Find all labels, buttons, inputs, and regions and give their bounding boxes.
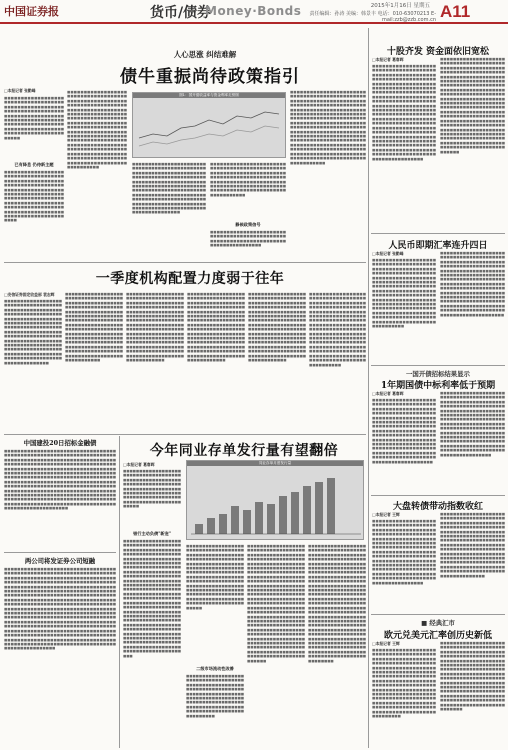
third-subhead-1: 银行主动负债"新宠" (133, 531, 171, 536)
main-chart-title: 图1：国开债收益率与资金利率走势图 (133, 93, 285, 98)
issue-date: 2015年1月16日 星期五 (370, 3, 430, 9)
ticker-text-col2: ■■■■■■■■■■■■■■■■■■■■■■■■■■■■■■■■■■■■■■■■■■■■■■■■■■■■■■■■■■■■■■■■■■■■■■■■■■■■■■■■■■■■■■■■■■■■■■■■■■■■■■■■■■■■■■■■■■■■■■■■■■■■■■■■■■■■■■■■■■■■■■■■■■■■■■■■■■■■■■■■■■■■■■■■■■■■■■■■■■■■■■■■■■■■■■■■■■■■■■■■■■■■■■■■■■■■■■■■■■■■■■■■■■■■■■■■■■■■■■■■■■■■■■■■■■■■■■■■■■■■■■■■■■■■■■■■■■■■■■■■■■■■■■■■■■■■■■■■■■■■■■■■■■■■■■■■■■■■■■■■■■■■■■■■■■■■■■■■■■■■■■■■■■■■■■■■■■■■■■■■■■■■■■■■■■■■■■■■■■■■■■■■■■■■■■■■■■■■■■■■■■■■■■■■■■■■■■■■■■■■■■■■■■ (440, 57, 505, 154)
second-text-col2: ■■■■■■■■■■■■■■■■■■■■■■■■■■■■■■■■■■■■■■■■■■■■■■■■■■■■■■■■■■■■■■■■■■■■■■■■■■■■■■■■■■■■■■■■■■■■■■■■■■■■■■■■■■■■■■■■■■■■■■■■■■■■■■■■■■■■■■■■■■■■■■■■■■■■■■■■■■■■■■■■■■■■■■■■■■■■■■■■■■■■■■■■■■■■■■■■■■■■■■■■■■■■■■■■■■■■■■■■■■■■■■■■■■■■■■■■■■■■■■■■■■■■■■■■■■■■■■■■■■■■■■■■■■■■■■■■■■■■■■■■■ (65, 292, 123, 363)
second-text-col6: ■■■■■■■■■■■■■■■■■■■■■■■■■■■■■■■■■■■■■■■■■■■■■■■■■■■■■■■■■■■■■■■■■■■■■■■■■■■■■■■■■■■■■■■■■■■■■■■■■■■■■■■■■■■■■■■■■■■■■■■■■■■■■■■■■■■■■■■■■■■■■■■■■■■■■■■■■■■■■■■■■■■■■■■■■■■■■■■■■■■■■■■■■■■■■■■■■■■■■■■■■■■■■■■■■■■■■■■■■■■■■■■■■■■■■■■■■■■■■■■■■■■■■■■■■■■■■■■■■■■■■■■■■■■■■■■■■■■■■■■■■■ (309, 292, 366, 367)
third-text-col4: ■■■■■■■■■■■■■■■■■■■■■■■■■■■■■■■■■■■■■■■■■■■■■■■■■■■■■■■■■■■■■■■■■■■■■■■■■■■■■■■■■■■■■■■■■■■■■■■■■■■■■■■■■■■■■■■■■■■■■■■■■■■■■■■■■■■■■■■■■■■■■■■■■■■■■■■■■■■■■■■■■■■■■■■■■■■■■■■■■■■■■■■■■■■■■■■■■■■■■■■■■■■■■■■■■■■■■■■■■■■■■■■■■■■■■■■■■■■■■■■■■■■■■■■■■■■■■■■■■■■■■■■■■■■■■■■■■■■■■■■■■■■■■■■■■■■■■■■■■■■■■■■■■■■■■■■■■■■■■■■■■■■■■■■■■■■■■■■■■■■■■■■■■■■■■■■■■■■■■■■■■■■■■■■■■■■■■■■■■■■■■■■■■■■■■■■■■■■■■■■■■■■■■■■■■■■■■■■■■■■■■■■■■■■■■■■■■■■■■■■■■■■■■■■■■■■■■■■■■■■■■■■■■■■■■■■■■■■■ (308, 544, 366, 663)
third-text-col3: ■■■■■■■■■■■■■■■■■■■■■■■■■■■■■■■■■■■■■■■■■■■■■■■■■■■■■■■■■■■■■■■■■■■■■■■■■■■■■■■■■■■■■■■■■■■■■■■■■■■■■■■■■■■■■■■■■■■■■■■■■■■■■■■■■■■■■■■■■■■■■■■■■■■■■■■■■■■■■■■■■■■■■■■■■■■■■■■■■■■■■■■■■■■■■■■■■■■■■■■■■■■■■■■■■■■■■■■■■■■■■■■■■■■■■■■■■■■■■■■■■■■■■■■■■■■■■■■■■■■■■■■■■■■■■■■■■■■■■■■■■■■■■■■■■■■■■■■■■■■■■■■■■■■■■■■■■■■■■■■■■■■■■■■■■■■■■■■■■■■■■■■■■■■■■■■■■■■■■■■■■■■■■■■■■■■■■■■■■■■■■■■■■■■■■■■■■■■■■■■■■■■■■■■■■■■■■■■■■■■■■■■■■■■■■■■■■■■■■■■■■■■■■■■■■■■■■■■■■■■■■■■■■■■■■■■■■■ (247, 544, 305, 663)
left-box1-text: ■■■■■■■■■■■■■■■■■■■■■■■■■■■■■■■■■■■■■■■■■■■■■■■■■■■■■■■■■■■■■■■■■■■■■■■■■■■■■■■■■■■■■■■■■■■■■■■■■■■■■■■■■■■■■■■■■■■■■■■■■■■■■■■■■■■■■■■■■■■■■■■■■■■■■■■■■■■■■■■■■■■■■■■■■■■■■■■■■■■■■■■■■■■■■■■■■■■■■■■■■■■■■■■■■■■■■■■■■■■■■■■■■■■■■■■■■■■■■■■■■■■■■■■■■■■■■■■■■■■■■■■■■■■■■■■■■■■■■■■■■■■■■■■■■■■■■■■■■■■■■■■■■■■■■■■■■■■■■■■■■■■■■■■■■■■■■■■■■■■■■■■■■■■■■■■■■■■■■■■■■■■■■■■■■■■■■■■■■■■■■■■■■■■■■■■■■■■■■■■■■■■■■■■■■■■■■■■■■■■■■■■■■■■■■■■■■■■■■■■■■■■■■■■■■■■■■■■■■■■■■■ (4, 449, 116, 511)
section-title-en: Money·Bonds (205, 4, 302, 18)
bar-2 (207, 518, 215, 534)
ticker-headline: 十股齐发 资金面依旧宽松 (386, 47, 490, 57)
ticker-byline: □本报记者 葛春晖 (372, 57, 404, 62)
euro-byline: □本报记者 王辉 (372, 641, 400, 646)
credit-text-col1: ■■■■■■■■■■■■■■■■■■■■■■■■■■■■■■■■■■■■■■■■■■■■■■■■■■■■■■■■■■■■■■■■■■■■■■■■■■■■■■■■■■■■■■■■■■■■■■■■■■■■■■■■■■■■■■■■■■■■■■■■■■■■■■■■■■■■■■■■■■■■■■■■■■■■■■■■■■■■■■■■■■■■■■■■■■■■■■■■■■■■■■■■■■■■■■■■■■■■■■■■■■■■■■■■■■■■■■■■■■■■■■■■■■■■■■■■■■■■■■■■■■■■■■■■■■■■■■■■■■■■■■■■■■■■■■■■■■■■■■■■■■ (372, 519, 436, 585)
bid-text-col1: ■■■■■■■■■■■■■■■■■■■■■■■■■■■■■■■■■■■■■■■■■■■■■■■■■■■■■■■■■■■■■■■■■■■■■■■■■■■■■■■■■■■■■■■■■■■■■■■■■■■■■■■■■■■■■■■■■■■■■■■■■■■■■■■■■■■■■■■■■■■■■■■■■■■■■■■■■■■■■■■■■■■■■■■■■■■■■■■■■■■■■■■■■■■■■■■■■■■■■■■■■■■■■■■■■■■■■■■■■■■■■■■■■■■■■■■■■■■■■■■■■■■■■■■■■■■■■■■■■■■■■■■■■■■■■■■■■■■■■■■■■■■■■ (372, 398, 436, 464)
left-box1-headline: 中国建投20日招标金融债 (23, 439, 97, 447)
euro-text-col1: ■■■■■■■■■■■■■■■■■■■■■■■■■■■■■■■■■■■■■■■■■■■■■■■■■■■■■■■■■■■■■■■■■■■■■■■■■■■■■■■■■■■■■■■■■■■■■■■■■■■■■■■■■■■■■■■■■■■■■■■■■■■■■■■■■■■■■■■■■■■■■■■■■■■■■■■■■■■■■■■■■■■■■■■■■■■■■■■■■■■■■■■■■■■■■■■■■■■■■■■■■■■■■■■■■■■■■■■■■■■■■■■■■■■■■■■■■■■■■■■■■■■■■■■■■■■■■■■■■■■■■■■■■■■■■■■■■■■■■■■■■■■■■■■■■■■■■■ (372, 648, 436, 719)
euro-text-col2: ■■■■■■■■■■■■■■■■■■■■■■■■■■■■■■■■■■■■■■■■■■■■■■■■■■■■■■■■■■■■■■■■■■■■■■■■■■■■■■■■■■■■■■■■■■■■■■■■■■■■■■■■■■■■■■■■■■■■■■■■■■■■■■■■■■■■■■■■■■■■■■■■■■■■■■■■■■■■■■■■■■■■■■■■■■■■■■■■■■■■■■■■■■■■■■■■■■■■■■■■■■■■■■■■■■■■■■■■■■■■■■■■■■■■■■■■■■■■■■■■■■■■■■■■■■■■■■■■■■■■■■■■■■■■■■■■■■■■■■■■■■■■■■■■■■■■■■■■■■■■■■■■■■■ (440, 641, 505, 712)
bar-1 (195, 524, 203, 534)
rmb-text-col2: ■■■■■■■■■■■■■■■■■■■■■■■■■■■■■■■■■■■■■■■■■■■■■■■■■■■■■■■■■■■■■■■■■■■■■■■■■■■■■■■■■■■■■■■■■■■■■■■■■■■■■■■■■■■■■■■■■■■■■■■■■■■■■■■■■■■■■■■■■■■■■■■■■■■■■■■■■■■■■■■■■■■■■■■■■■■■■■■■■■■■■■■■■■■■■■■■■■■■■■■■■■■■■■■■■■■■■■■■■■■■■■■■■■■■■■■■■■■■■■■■■■■■■■■■■■■■■■■■■■■■■■■■■■■■■■■■■■■■■■■■■■■■■■■■■■■■■■■■■■■■ (440, 251, 505, 317)
main-text-col1a: ■■■■■■■■■■■■■■■■■■■■■■■■■■■■■■■■■■■■■■■■■■■■■■■■■■■■■■■■■■■■■■■■■■■■■■■■■■■■■■■■■■■■■■■■■■■■■■■■■■■■■■■■■■■■■■■■■■■■■■■■■■■■■■■■■■■■■■■■■■■■■■■■■■■■■■■■■■■■■■■■■■■■■■■ (4, 96, 64, 140)
bar-8 (279, 496, 287, 534)
left-box2-text: ■■■■■■■■■■■■■■■■■■■■■■■■■■■■■■■■■■■■■■■■■■■■■■■■■■■■■■■■■■■■■■■■■■■■■■■■■■■■■■■■■■■■■■■■■■■■■■■■■■■■■■■■■■■■■■■■■■■■■■■■■■■■■■■■■■■■■■■■■■■■■■■■■■■■■■■■■■■■■■■■■■■■■■■■■■■■■■■■■■■■■■■■■■■■■■■■■■■■■■■■■■■■■■■■■■■■■■■■■■■■■■■■■■■■■■■■■■■■■■■■■■■■■■■■■■■■■■■■■■■■■■■■■■■■■■■■■■■■■■■■■■■■■■■■■■■■■■■■■■■■■■■■■■■■■■■■■■■■■■■■■■■■■■■■■■■■■■■■■■■■■■■■■■■■■■■■■■■■■■■■■■■■■■■■■■■■■■■■■■■■■■■■■■■■■■■■■■■■■■■■■■■■■■■■■■■■■■■■■■■■■■■■■■■■■■■■■■■■■■■■■■■■■■■■■■■■■■■■■■■■■■■■■■■■■■■■■■■■■■■■■■■■■■■■■■■■■■■■■■■■■■■■■■■■■■■■■■■■■■■■■■■■■■■■■■■■■■■■■■■■■■■■■■■■■■■■■■■■■■■■■■■■■■■■■■■■■■■■■■■■■■■■■■■■■■■■■■■■■■■■■■■■■■■■■■■■■■■■■■■■■■■■■■■■ (4, 567, 116, 651)
third-chart-title: 同业存单月度发行量 (187, 461, 363, 466)
divider-vert-left (119, 436, 120, 748)
main-byline: □本报记者 张勤峰 (4, 88, 36, 93)
second-text-col1: ■■■■■■■■■■■■■■■■■■■■■■■■■■■■■■■■■■■■■■■■■■■■■■■■■■■■■■■■■■■■■■■■■■■■■■■■■■■■■■■■■■■■■■■■■■■■■■■■■■■■■■■■■■■■■■■■■■■■■■■■■■■■■■■■■■■■■■■■■■■■■■■■■■■■■■■■■■■■■■■■■■■■■■■■■■■■■■■■■■■■■■■■■■■■■■■■■■■■■■■■■■■■■■■■■■■■■■■■■■■■■■■■■■■■■■■■■■■■■■■■■■■■■■■■■■■■■■■■■■■■■■■■■■ (4, 299, 62, 365)
euro-headline: 欧元兑美元汇率创历史新低 (383, 631, 492, 641)
credit-headline: 大盘转债带动指数收红 (392, 502, 483, 512)
main-text-col1b: ■■■■■■■■■■■■■■■■■■■■■■■■■■■■■■■■■■■■■■■■■■■■■■■■■■■■■■■■■■■■■■■■■■■■■■■■■■■■■■■■■■■■■■■■■■■■■■■■■■■■■■■■■■■■■■■■■■■■■■■■■■■■■■■■■■■■■■■■■■■■■■■■■■■■■■■■■■■■■■■■■■■■■■■■■■■■■■■■■■■■■■■■■■■■■■■■■■■■■■■■■■ (4, 170, 64, 223)
third-headline: 今年同业存单发行量有望翻倍 (149, 443, 339, 459)
third-text-col1b: ■■■■■■■■■■■■■■■■■■■■■■■■■■■■■■■■■■■■■■■■■■■■■■■■■■■■■■■■■■■■■■■■■■■■■■■■■■■■■■■■■■■■■■■■■■■■■■■■■■■■■■■■■■■■■■■■■■■■■■■■■■■■■■■■■■■■■■■■■■■■■■■■■■■■■■■■■■■■■■■■■■■■■■■■■■■■■■■■■■■■■■■■■■■■■■■■■■■■■■■■■■■■■■■■■■■■■■■■■■■■■■■■■■■■■■■■■■■■■■■■■■■■■■■■■■■■■■■■■■■■■■■■■■■■■■■■■■■■■■■■■■■■■■■■■■■■■■■■■■■■■■■■■■■■■■■■■■■■■■■■■■■■■■■■■■■■■■■■■■■■■■■■■■■■■■■■■■■■■■■■■■■■■■■■■■■■■■■■■■■■■■■■■■■■■■■■■■■■■■■■■■■■■■■■■■■■■■■■■■■■■■■■■■■■■■■■■■■■■■■■■■■■■■■■■■■■■■■■■■■■■■■■■■■■■■■ (123, 539, 181, 658)
second-text-col3: ■■■■■■■■■■■■■■■■■■■■■■■■■■■■■■■■■■■■■■■■■■■■■■■■■■■■■■■■■■■■■■■■■■■■■■■■■■■■■■■■■■■■■■■■■■■■■■■■■■■■■■■■■■■■■■■■■■■■■■■■■■■■■■■■■■■■■■■■■■■■■■■■■■■■■■■■■■■■■■■■■■■■■■■■■■■■■■■■■■■■■■■■■■■■■■■■■■■■■■■■■■■■■■■■■■■■■■■■■■■■■■■■■■■■■■■■■■■■■■■■■■■■■■■■■■■■■■■■■■■■■■■■■■■■■■■■■■■■■■■■■■ (126, 292, 184, 363)
main-chart-line-2 (139, 126, 279, 146)
main-text-col3: ■■■■■■■■■■■■■■■■■■■■■■■■■■■■■■■■■■■■■■■■■■■■■■■■■■■■■■■■■■■■■■■■■■■■■■■■■■■■■■■■■■■■■■■■■■■■■■■■■■■■■■■■■■■■■■■■■■■■■■■■■■■■■■■■■■■■■■■■■■■■■■■■■■■■■■■■■■■■■■■■■■■■■■■■■■■■■■■■■■■■■■■■■■■■■■■■■■■■■■■■■■■■■■■■■■■■■■■■■■■■■■■■■■■■■■■■■■■■■■■■■■■■■■■■■■■■■■■■■■■■■■■■■■■■ (132, 162, 206, 215)
euro-kicker: ■ 经典汇市 (421, 619, 455, 627)
credit-byline: □本报记者 王辉 (372, 512, 400, 517)
bar-12 (327, 478, 335, 534)
main-subhead-2: 静候政策信号 (235, 222, 261, 227)
main-kicker: 人心思涨 纠结难解 (173, 50, 237, 59)
divider-right-1 (371, 233, 505, 234)
paper-name: 中国证券报 (4, 5, 59, 18)
ticker-text-col1: ■■■■■■■■■■■■■■■■■■■■■■■■■■■■■■■■■■■■■■■■■■■■■■■■■■■■■■■■■■■■■■■■■■■■■■■■■■■■■■■■■■■■■■■■■■■■■■■■■■■■■■■■■■■■■■■■■■■■■■■■■■■■■■■■■■■■■■■■■■■■■■■■■■■■■■■■■■■■■■■■■■■■■■■■■■■■■■■■■■■■■■■■■■■■■■■■■■■■■■■■■■■■■■■■■■■■■■■■■■■■■■■■■■■■■■■■■■■■■■■■■■■■■■■■■■■■■■■■■■■■■■■■■■■■■■■■■■■■■■■■■■■■■■■■■■■■■■■■■■■■■■■■■■■■■■■■■■■■■■■■■■■■■■■■■■■■■■■■■■■■■■■■■■■■■■■■■■■■■■■■■■■■■■■■■■■■■■■■■■■■■■■■■■■■■■■■■■■■■■■■■■■■■■■■■■■■■■■ (372, 64, 436, 161)
main-text-col5: ■■■■■■■■■■■■■■■■■■■■■■■■■■■■■■■■■■■■■■■■■■■■■■■■■■■■■■■■■■■■■■■■■■■■■■■■■■■■■■■■■■■■■■■■■■■■■■■■■■■■■■■■■■■■■■■■■■■■■■■■■■■■■■■■■■■■■■■■■■■■■■■■■■■■■■■■■■■■■■■■■■■■■■■■■■■■■■■■■■■■■■■■■■■■■■■■■■■■■■■■■■■■■■■■■■■■■■■■■■■■■■■■■■■■■■■■■■■■■■■■■■■■■■■■■■■■■■■■■■■■■■■■■■■■■■■■■■■■■■■■■■■■■■■■■■■■■■■■■■■■■■■■■■■■■■■■■■■■■■■■■■■■■■■■■■■■■■■■■■■■■■■■■■■■■■■■■■■■■■■■■■■■■■■■■■■■■■■■■■■ (290, 90, 366, 165)
second-text-col5: ■■■■■■■■■■■■■■■■■■■■■■■■■■■■■■■■■■■■■■■■■■■■■■■■■■■■■■■■■■■■■■■■■■■■■■■■■■■■■■■■■■■■■■■■■■■■■■■■■■■■■■■■■■■■■■■■■■■■■■■■■■■■■■■■■■■■■■■■■■■■■■■■■■■■■■■■■■■■■■■■■■■■■■■■■■■■■■■■■■■■■■■■■■■■■■■■■■■■■■■■■■■■■■■■■■■■■■■■■■■■■■■■■■■■■■■■■■■■■■■■■■■■■■■■■■■■■■■■■■■■■■■■■■■■■■■■■■■■■■■■■■ (248, 292, 306, 363)
divider-1 (4, 262, 366, 263)
rmb-text-col1: ■■■■■■■■■■■■■■■■■■■■■■■■■■■■■■■■■■■■■■■■■■■■■■■■■■■■■■■■■■■■■■■■■■■■■■■■■■■■■■■■■■■■■■■■■■■■■■■■■■■■■■■■■■■■■■■■■■■■■■■■■■■■■■■■■■■■■■■■■■■■■■■■■■■■■■■■■■■■■■■■■■■■■■■■■■■■■■■■■■■■■■■■■■■■■■■■■■■■■■■■■■■■■■■■■■■■■■■■■■■■■■■■■■■■■■■■■■■■■■■■■■■■■■■■■■■■■■■■■■■■■■■■■■■■■■■■■■■■■■■■■■■■■■■■■■■■■■■ (372, 258, 436, 329)
bid-headline: 1年期国债中标利率低于预期 (380, 381, 496, 391)
bar-9 (291, 492, 299, 534)
main-chart-plot (133, 98, 287, 158)
credit-text-col2: ■■■■■■■■■■■■■■■■■■■■■■■■■■■■■■■■■■■■■■■■■■■■■■■■■■■■■■■■■■■■■■■■■■■■■■■■■■■■■■■■■■■■■■■■■■■■■■■■■■■■■■■■■■■■■■■■■■■■■■■■■■■■■■■■■■■■■■■■■■■■■■■■■■■■■■■■■■■■■■■■■■■■■■■■■■■■■■■■■■■■■■■■■■■■■■■■■■■■■■■■■■■■■■■■■■■■■■■■■■■■■■■■■■■■■■■■■■■■■■■■■■■■■■■■■■■■■■■■■■■■■■■■■■■■■■■■■■■■■■■■■■■■■■■■■■■■■■ (440, 512, 505, 578)
third-subhead-2: 二级市场流动性改善 (196, 666, 234, 671)
bar-7 (267, 504, 275, 534)
third-byline: □本报记者 葛春晖 (123, 462, 155, 467)
second-byline: □安信证券固定收益部 袁志辉 (4, 292, 55, 297)
bar-4 (231, 506, 239, 534)
section-title: 货币/债券 (150, 5, 212, 21)
main-text-col4b: ■■■■■■■■■■■■■■■■■■■■■■■■■■■■■■■■■■■■■■■■■■■■■■■■■■■■■■■■■■■■■■■■■■■■■■■■■■■■■■■■■■■■■ (210, 230, 286, 248)
divider-right-3 (371, 495, 505, 496)
main-subhead-1: 已有降息 仍待新主题 (14, 162, 54, 167)
third-text-col1a: ■■■■■■■■■■■■■■■■■■■■■■■■■■■■■■■■■■■■■■■■■■■■■■■■■■■■■■■■■■■■■■■■■■■■■■■■■■■■■■■■■■■■■■■■■■■■■■■■■■■■■■■■■■■■■■■■■■■■■■■■■■■■■■■■■■■■■■■■■■■■■■■■■■■■■ (123, 469, 181, 509)
bar-6 (255, 502, 263, 534)
main-chart (132, 92, 286, 158)
divider-right-4 (371, 614, 505, 615)
editor-line: 责任编辑：孙涛 美编：韩景丰 电话：010-63070213 E-mail:zzb@zzb.com.cn (309, 11, 436, 23)
bid-text-col2: ■■■■■■■■■■■■■■■■■■■■■■■■■■■■■■■■■■■■■■■■■■■■■■■■■■■■■■■■■■■■■■■■■■■■■■■■■■■■■■■■■■■■■■■■■■■■■■■■■■■■■■■■■■■■■■■■■■■■■■■■■■■■■■■■■■■■■■■■■■■■■■■■■■■■■■■■■■■■■■■■■■■■■■■■■■■■■■■■■■■■■■■■■■■■■■■■■■■■■■■■■■■■■■■■■■■■■■■■■■■■■■■■■■■■■■■■■■■■■■■■■■■■■■■■■■■■■■■■■■■■■■■■■■■■■■■■■■■■■■■■■■■■■■■■■■■■■■■■ (440, 391, 505, 457)
bid-byline: □本报记者 葛春晖 (372, 391, 404, 396)
bid-kicker: 一国开债招标结果显示 (406, 370, 470, 378)
bar-3 (219, 514, 227, 534)
second-text-col4: ■■■■■■■■■■■■■■■■■■■■■■■■■■■■■■■■■■■■■■■■■■■■■■■■■■■■■■■■■■■■■■■■■■■■■■■■■■■■■■■■■■■■■■■■■■■■■■■■■■■■■■■■■■■■■■■■■■■■■■■■■■■■■■■■■■■■■■■■■■■■■■■■■■■■■■■■■■■■■■■■■■■■■■■■■■■■■■■■■■■■■■■■■■■■■■■■■■■■■■■■■■■■■■■■■■■■■■■■■■■■■■■■■■■■■■■■■■■■■■■■■■■■■■■■■■■■■■■■■■■■■■■■■■■■■■■■■■■■■■■■■■ (187, 292, 245, 363)
divider-2 (4, 434, 366, 435)
left-box2-headline: 两公司将发证券公司短融 (24, 557, 96, 565)
divider-left (4, 552, 116, 553)
bar-11 (315, 482, 323, 534)
column-divider (368, 28, 369, 748)
third-chart (186, 460, 364, 540)
main-text-col4: ■■■■■■■■■■■■■■■■■■■■■■■■■■■■■■■■■■■■■■■■■■■■■■■■■■■■■■■■■■■■■■■■■■■■■■■■■■■■■■■■■■■■■■■■■■■■■■■■■■■■■■■■■■■■■■■■■■■■■■■■■■■■■■■■■■■■■■■■■■■■■■■■■■■■■■■■■■■■■■■■■■■■■■■■■■■■ (210, 162, 286, 197)
second-headline: 一季度机构配置力度弱于往年 (95, 271, 285, 287)
bar-10 (303, 486, 311, 534)
third-text-col2b: ■■■■■■■■■■■■■■■■■■■■■■■■■■■■■■■■■■■■■■■■■■■■■■■■■■■■■■■■■■■■■■■■■■■■■■■■■■■■■■■■■■■■■■■■■■■■■■■■■■■■■■■■■■■■■■■■■■■■■■■■■■■■■■■■■■■■■■■■■■■■■■■■■■■■■■■■■■■■■■■■■■■■■■■■■■■ (186, 674, 244, 718)
bar-5 (243, 510, 251, 534)
third-chart-plot (187, 466, 365, 540)
third-text-col2: ■■■■■■■■■■■■■■■■■■■■■■■■■■■■■■■■■■■■■■■■■■■■■■■■■■■■■■■■■■■■■■■■■■■■■■■■■■■■■■■■■■■■■■■■■■■■■■■■■■■■■■■■■■■■■■■■■■■■■■■■■■■■■■■■■■■■■■■■■■■■■■■■■■■■■■■■■■■■■■■■■■■■■■■■■■■■■■■■■■■■■■■■■■■■■■■■■■■■■■■■■■■■■■■■■■■■■■■■■■■■■■■■■■■■■■■■■■■■■■■■■■■■■■■■■■■■■■■■■ (186, 544, 244, 610)
main-headline: 债牛重振尚待政策指引 (120, 67, 300, 87)
page-number: A11 (440, 2, 471, 21)
rmb-byline: □本报记者 张勤峰 (372, 251, 404, 256)
rmb-headline: 人民币即期汇率连升四日 (388, 241, 488, 251)
divider-right-2 (371, 365, 505, 366)
main-text-col2: ■■■■■■■■■■■■■■■■■■■■■■■■■■■■■■■■■■■■■■■■■■■■■■■■■■■■■■■■■■■■■■■■■■■■■■■■■■■■■■■■■■■■■■■■■■■■■■■■■■■■■■■■■■■■■■■■■■■■■■■■■■■■■■■■■■■■■■■■■■■■■■■■■■■■■■■■■■■■■■■■■■■■■■■■■■■■■■■■■■■■■■■■■■■■■■■■■■■■■■■■■■■■■■■■■■■■■■■■■■■■■■■■■■■■■■■■■■■■■■■■■■■■■■■■■■■■■■■■■■■■■■■■■■■■■■■■■■■■■■■■■■■■■■■■■■■■■■■■■■■■■■■■■■■■■■■■■■■■ (67, 90, 127, 169)
